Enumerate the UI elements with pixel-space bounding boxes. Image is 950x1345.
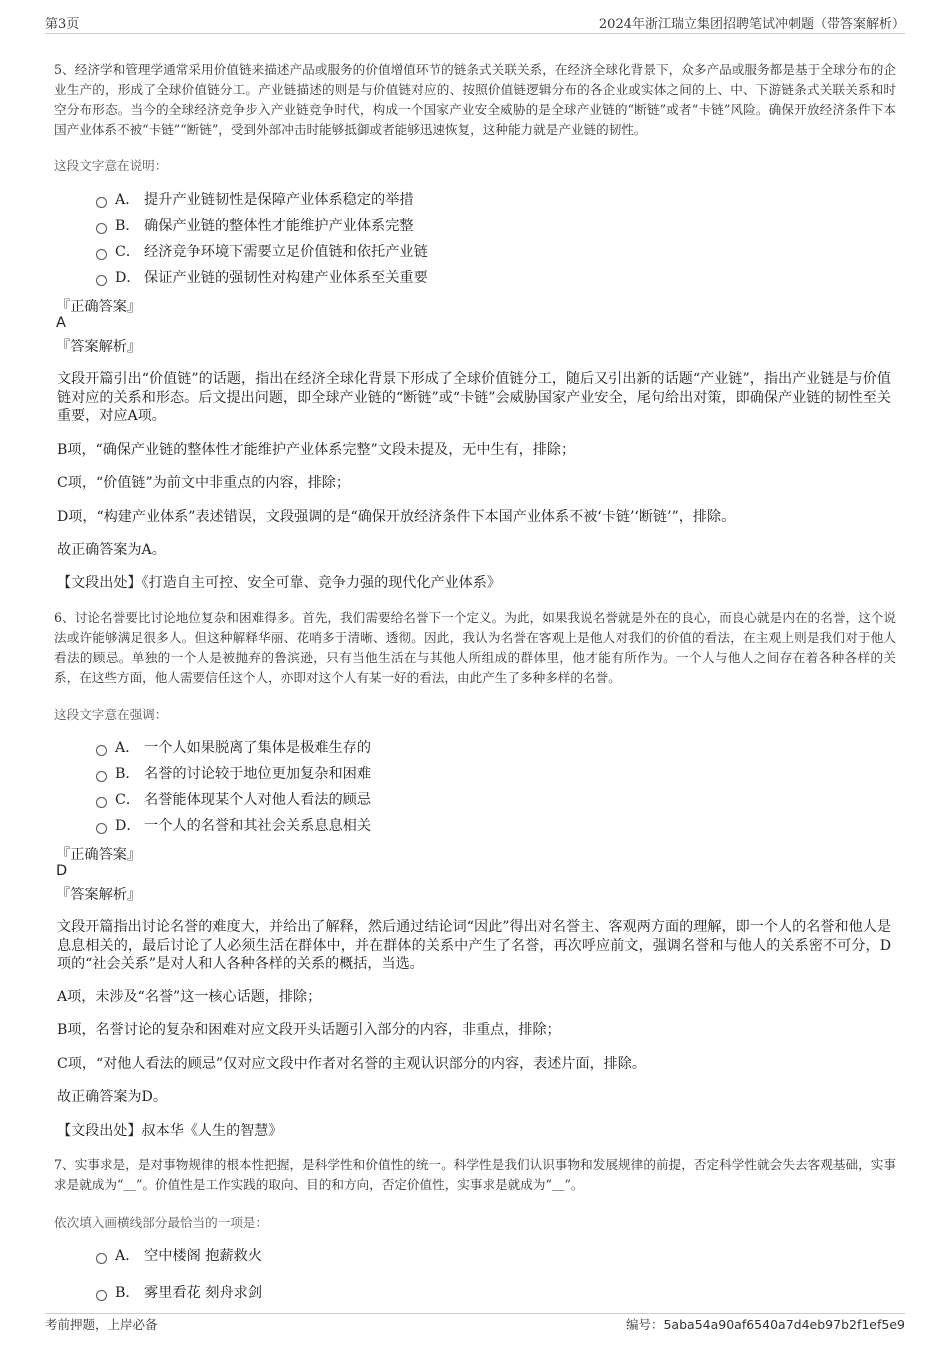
q7-prompt: 依次填入画横线部分最恰当的一项是： <box>54 1215 269 1230</box>
radio-icon[interactable] <box>96 249 107 260</box>
footer-divider <box>45 1313 905 1314</box>
q5-answer: A <box>56 315 66 331</box>
q5-conclusion: 故正确答案为A。 <box>57 542 166 558</box>
q5-analysis-main: 文段开篇引出“价值链”的话题，指出在经济全球化背景下形成了全球价值链分工，随后又引出新的话题“产业链”，指出产业链是与价值链对应的关系和形态。后文提出问题，即全球产业链的“断链”或“卡链”会威胁国家产业安全，尾句给出对策，即确保产业链的韧性至关重要，对应A项。 <box>57 371 891 424</box>
q6-answer: D <box>56 863 68 879</box>
q5-prompt: 这段文字意在说明： <box>54 158 168 173</box>
radio-icon[interactable] <box>96 223 107 234</box>
q5-stem: 5、经济学和管理学通常采用价值链来描述产品或服务的价值增值环节的链条式关联关系，在经济全球化背景下，众多产品或服务都是基于全球分布的企业生产的，形成了全球价值链分工。产业链描述的则是与价值链对应的、按照价值链逻辑分布的各企业或实体之间的上、中、下游链条式关联关系和时空分布形态。当今的全球经济竞争步入产业链竞争时代，构成一个国家产业安全威胁的是全球产业链的“断链”或者“卡链”风险。确保开放经济条件下本国产业体系不被“卡链”“断链”，受到外部冲击时能够抵御或者能够迅速恢复，这种能力就是产业链的韧性。 <box>54 62 896 137</box>
q6-stem: 6、讨论名誉要比讨论地位复杂和困难得多。首先，我们需要给名誉下一个定义。为此，如果我说名誉就是外在的良心，而良心就是内在的名誉，这个说法或许能够满足很多人。但这种解释华丽、花哨多于清晰、透彻。因此，我认为名誉在客观上是他人对我们的价值的看法，在主观上则是我们对于他人看法的顾忌。单独的一个人是被抛弃的鲁滨逊，只有当他生活在与其他人所组成的群体里，他才能有所作为。一个人与他人之间存在着各种各样的关系，在这些方面，他人需要信任这个人，亦即对这个人有某一好的看法，由此产生了多种多样的名誉。 <box>54 610 896 685</box>
radio-icon[interactable] <box>96 275 107 286</box>
q5-analysis-label: 『答案解析』 <box>56 339 142 355</box>
q6-source: 【文段出处】叔本华《人生的智慧》 <box>57 1123 283 1139</box>
radio-icon[interactable] <box>96 823 107 834</box>
footer-slogan: 考前押题，上岸必备 <box>45 1317 158 1332</box>
q6-analysis-c: C项，“对他人看法的顾忌”仅对应文段中作者对名誉的主观认识部分的内容，表述片面，排除。 <box>57 1056 646 1072</box>
footer-code-value: 5aba54a90af6540a7d4eb97b2f1ef5e9 <box>663 1317 905 1332</box>
radio-icon[interactable] <box>96 197 107 208</box>
q6-conclusion: 故正确答案为D。 <box>57 1089 167 1105</box>
header-divider <box>45 33 905 34</box>
q5-analysis-b: B项，“确保产业链的整体性才能维护产业体系完整”文段未提及，无中生有，排除； <box>57 442 576 458</box>
q6-analysis-main: 文段开篇指出讨论名誉的难度大，并给出了解释，然后通过结论词“因此”得出对名誉主、客观两方面的理解，即一个人的名誉和他人是息息相关的，最后讨论了人必须生活在群体中，并在群体的关系中产生了名誉，再次呼应前文，强调名誉和与他人的关系密不可分，D项的“社会关系”是对人和人各种各样的关系的概括，当选。 <box>57 919 891 972</box>
q5-analysis-d: D项，“构建产业体系”表述错误，文段强调的是“确保开放经济条件下本国产业体系不被‘卡链’‘断链’”，排除。 <box>57 509 736 525</box>
q5-correct-label: 『正确答案』 <box>56 299 142 315</box>
q6-analysis-a: A项，未涉及“名誉”这一核心话题，排除； <box>57 989 322 1005</box>
footer-code-label: 编号： <box>625 1317 664 1332</box>
page-number: 第3页 <box>45 17 80 32</box>
q5-analysis-c: C项，“价值链”为前文中非重点的内容，排除； <box>57 475 350 491</box>
q7-stem: 7、实事求是，是对事物规律的根本性把握，是科学性和价值性的统一。科学性是我们认识事物和发展规律的前提，否定科学性就会失去客观基础，实事求是就成为“＿”。价值性是工作实践的取向、目的和方向，否定价值性，实事求是就成为“＿”。 <box>54 1157 896 1192</box>
q6-prompt: 这段文字意在强调： <box>54 707 168 722</box>
radio-icon[interactable] <box>96 797 107 808</box>
q5-source: 【文段出处】《打造自主可控、安全可靠、竞争力强的现代化产业体系》 <box>57 575 501 591</box>
q6-analysis-b: B项，名誉讨论的复杂和困难对应文段开头话题引入部分的内容，非重点，排除； <box>57 1022 561 1038</box>
radio-icon[interactable] <box>96 771 107 782</box>
q6-analysis-label: 『答案解析』 <box>56 887 142 903</box>
radio-icon[interactable] <box>96 1253 107 1264</box>
q6-correct-label: 『正确答案』 <box>56 847 142 863</box>
document-title: 2024年浙江瑞立集团招聘笔试冲刺题（带答案解析） <box>598 17 905 32</box>
radio-icon[interactable] <box>96 745 107 756</box>
footer-code <box>626 1315 905 1333</box>
radio-icon[interactable] <box>96 1290 107 1301</box>
